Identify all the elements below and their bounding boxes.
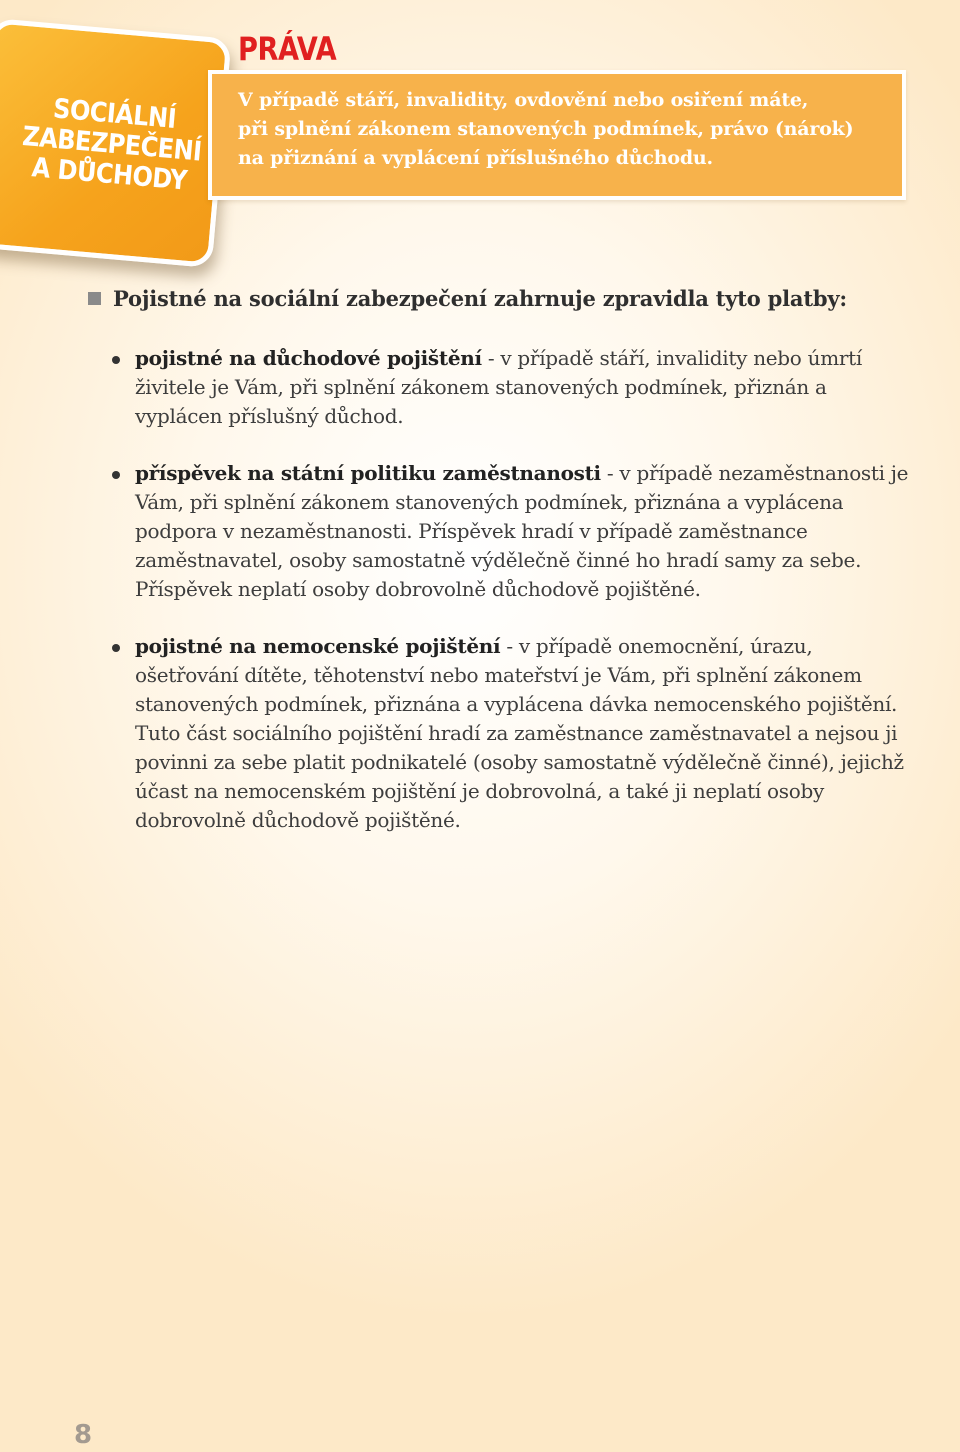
banner-text: V případě stáří, invalidity, ovdovění nebo osiření máte, při splnění zákonem stanovených podmínek, právo (nárok) na přiznání a vyplácení příslušného důchodu. — [238, 89, 854, 169]
item-term: příspěvek na státní politiku zaměstnanosti — [135, 461, 601, 485]
item-term: pojistné na důchodové pojištění — [135, 346, 482, 370]
list-item — [112, 632, 912, 835]
badge-label: SOCIÁLNÍ ZABEZPEČENÍ A DŮCHODY — [21, 92, 203, 196]
bullet-icon — [112, 356, 120, 364]
banner-title: PRÁVA — [238, 30, 337, 68]
section-heading-text: Pojistné na sociální zabezpečení zahrnuje zpravidla tyto platby: — [113, 286, 847, 311]
page-number: 8 — [74, 1420, 93, 1450]
square-bullet-icon — [88, 292, 101, 305]
section-badge — [0, 18, 232, 268]
item-term: pojistné na nemocenské pojištění — [135, 634, 501, 658]
bullet-icon — [112, 471, 120, 479]
item-text: - v případě stáří, invalidity nebo úmrtí živitele je Vám, při splnění zákonem stanovených podmínek, přiznán a vyplácen příslušný důchod. — [135, 346, 862, 428]
section-heading — [88, 286, 847, 311]
item-text: - v případě onemocnění, úrazu, ošetřování dítěte, těhotenství nebo mateřství je Vám, při splnění zákonem stanovených podmínek, přiznána a vyplácena dávka nemocenského pojištění. Tuto část sociálního pojištění hradí za zaměstnance zaměstnavatel a nejsou ji povinni za sebe platit podnikatelé (osoby samostatně výdělečně činné), jejichž účast na nemocenském pojištění je dobrovolná, a také ji neplatí osoby dobrovolně důchodově pojištěné. — [135, 634, 904, 832]
list-item — [112, 459, 912, 604]
item-text: - v případě nezaměstnanosti je Vám, při splnění zákonem stanovených podmínek, přiznána a vyplácena podpora v nezaměstnanosti. Příspěvek hradí v případě zaměstnance zaměstnavatel, osoby samostatně výdělečně činné ho hradí samy za sebe. Příspěvek neplatí osoby dobrovolně důchodově pojištěné. — [135, 461, 909, 601]
list-item — [112, 344, 912, 431]
payment-list — [112, 344, 912, 863]
bullet-icon — [112, 644, 120, 652]
